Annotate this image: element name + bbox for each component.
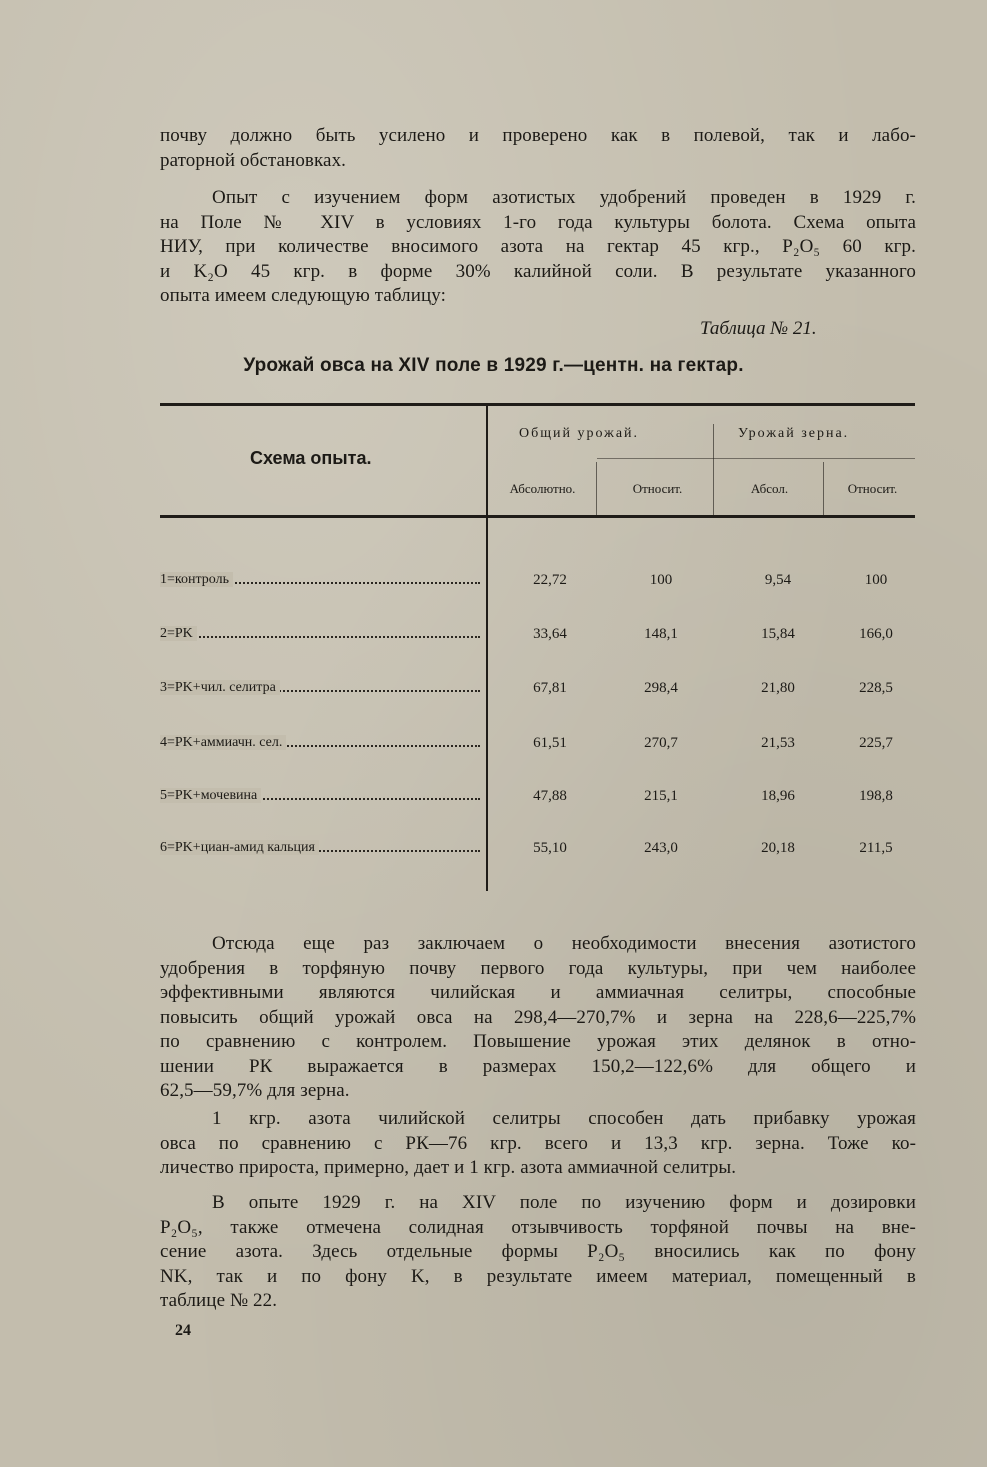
group-header-grain: Урожай зерна.: [738, 426, 850, 441]
text-line: В опыте 1929 г. на XIV поле по изучению форм и дозировки: [212, 1192, 916, 1213]
cell-abs-grain: 21,80: [761, 680, 795, 696]
cell-abs-grain: 15,84: [761, 626, 795, 642]
cell-abs-grain: 20,18: [761, 840, 795, 856]
text-line: НИУ, при количестве вносимого азота на гектар 45 кгр., P₂O₅ 60 кгр.: [160, 236, 916, 257]
table-row-label: [160, 572, 480, 588]
paragraph-3: [160, 932, 916, 1104]
cell-rel-grain: 211,5: [859, 840, 893, 856]
subcolumn-divider: [596, 462, 597, 516]
cell-abs-total: 22,72: [533, 572, 567, 588]
text-line: P₂O₅, также отмечена солидная отзывчивость торфяной почвы на вне-: [160, 1216, 916, 1238]
text-line: и K₂O 45 кгр. в форме 30% калийной соли. В результате указанного: [160, 260, 916, 282]
table-title: Урожай овса на XIV поле в 1929 г.—центн. на гектар.: [243, 355, 744, 376]
scheme-column-divider: [486, 406, 488, 891]
cell-abs-grain: 9,54: [764, 572, 792, 588]
cell-abs-total: 33,64: [533, 626, 567, 642]
text-line: удобрения в торфяную почву первого года культуры, при чем наиболее: [160, 957, 916, 979]
cell-abs-total: 55,10: [533, 840, 567, 856]
page-number: 24: [175, 1322, 191, 1339]
text-line: опыта имеем следующую таблицу:: [160, 285, 447, 306]
table-row-label: [160, 788, 480, 804]
cell-abs-grain: 18,96: [761, 788, 795, 804]
paragraph-1: [160, 124, 916, 173]
group-divider: [713, 424, 714, 516]
table-row-label: [160, 735, 480, 751]
text-line: Отсюда еще раз заключаем о необходимости внесения азотистого: [212, 933, 916, 954]
table-caption: Таблица № 21.: [700, 318, 817, 339]
cell-rel-grain: 166,0: [859, 626, 893, 642]
row-label-text: 2=PK: [160, 626, 197, 641]
table-row-label: [160, 626, 480, 642]
leader-dots: [160, 636, 480, 638]
text-line: почву должно быть усилено и проверено как в полевой, так и лабо-: [160, 125, 916, 146]
subcolumn-divider: [823, 462, 824, 516]
cell-rel-total: 215,1: [644, 788, 678, 804]
text-line: 1 кгр. азота чилийской селитры способен дать прибавку урожая: [212, 1108, 916, 1129]
text-line: шении РК выражается в размерах 150,2—122,6% для общего и: [160, 1055, 916, 1077]
text-line: таблице № 22.: [160, 1290, 278, 1311]
scheme-header: Схема опыта.: [250, 448, 372, 468]
cell-rel-grain: 225,7: [859, 735, 893, 751]
row-label-text: 3=PK+чил. селитра: [160, 680, 280, 695]
cell-rel-total: 298,4: [644, 680, 678, 696]
text-line: NK, так и по фону K, в результате имеем материал, помещенный в: [160, 1265, 916, 1287]
subheader-relative: Относит.: [632, 481, 683, 496]
row-label-text: 4=PK+аммиачн. сел.: [160, 735, 286, 750]
text-line: на Поле № XIV в условиях 1-го года культуры болота. Схема опыта: [160, 211, 916, 233]
text-line: сение азота. Здесь отдельные формы P₂O₅ вносились как по фону: [160, 1241, 916, 1262]
cell-rel-total: 100: [649, 572, 673, 588]
text-line: Опыт с изучением форм азотистых удобрений проведен в 1929 г.: [212, 187, 916, 208]
cell-abs-total: 61,51: [533, 735, 567, 751]
subheader-relative-grain: Относит.: [847, 481, 898, 496]
row-label-text: 1=контроль: [160, 572, 233, 587]
table-header-bottom-rule: [160, 515, 915, 518]
group-header-total: Общий урожай.: [519, 426, 640, 441]
cell-rel-grain: 228,5: [859, 680, 893, 696]
cell-rel-total: 270,7: [644, 735, 678, 751]
cell-rel-grain: 198,8: [859, 788, 893, 804]
text-line: овса по сравнению с РК—76 кгр. всего и 13,3 кгр. зерна. Тоже ко-: [160, 1132, 916, 1154]
cell-rel-total: 148,1: [644, 626, 678, 642]
paragraph-5: [160, 1191, 916, 1314]
row-label-text: 5=PK+мочевина: [160, 788, 261, 803]
cell-abs-total: 47,88: [533, 788, 567, 804]
group-underline: [597, 458, 915, 459]
text-line: эффективными являются чилийская и аммиачная селитры, способные: [160, 982, 916, 1003]
table-top-rule: [160, 403, 915, 406]
row-label-text: 6=PK+циан-амид кальция: [160, 840, 319, 855]
cell-abs-grain: 21,53: [761, 735, 795, 751]
cell-rel-total: 243,0: [644, 840, 678, 856]
text-line: повысить общий урожай овса на 298,4—270,7% и зерна на 228,6—225,7%: [160, 1006, 916, 1028]
text-line: по сравнению с контролем. Повышение урожая этих делянок в отно-: [160, 1031, 916, 1052]
subheader-absolute: Абсолютно.: [509, 481, 576, 496]
cell-abs-total: 67,81: [533, 680, 567, 696]
subheader-absolute-grain: Абсол.: [750, 481, 789, 496]
paragraph-2: [160, 186, 916, 309]
text-line: личество прироста, примерно, дает и 1 кгр. азота аммиачной селитры.: [160, 1157, 737, 1178]
paragraph-4: [160, 1107, 916, 1181]
table-row-label: [160, 840, 480, 856]
table-row-label: [160, 680, 480, 696]
cell-rel-grain: 100: [864, 572, 888, 588]
text-line: 62,5—59,7% для зерна.: [160, 1080, 350, 1101]
text-line: раторной обстановках.: [160, 149, 347, 171]
